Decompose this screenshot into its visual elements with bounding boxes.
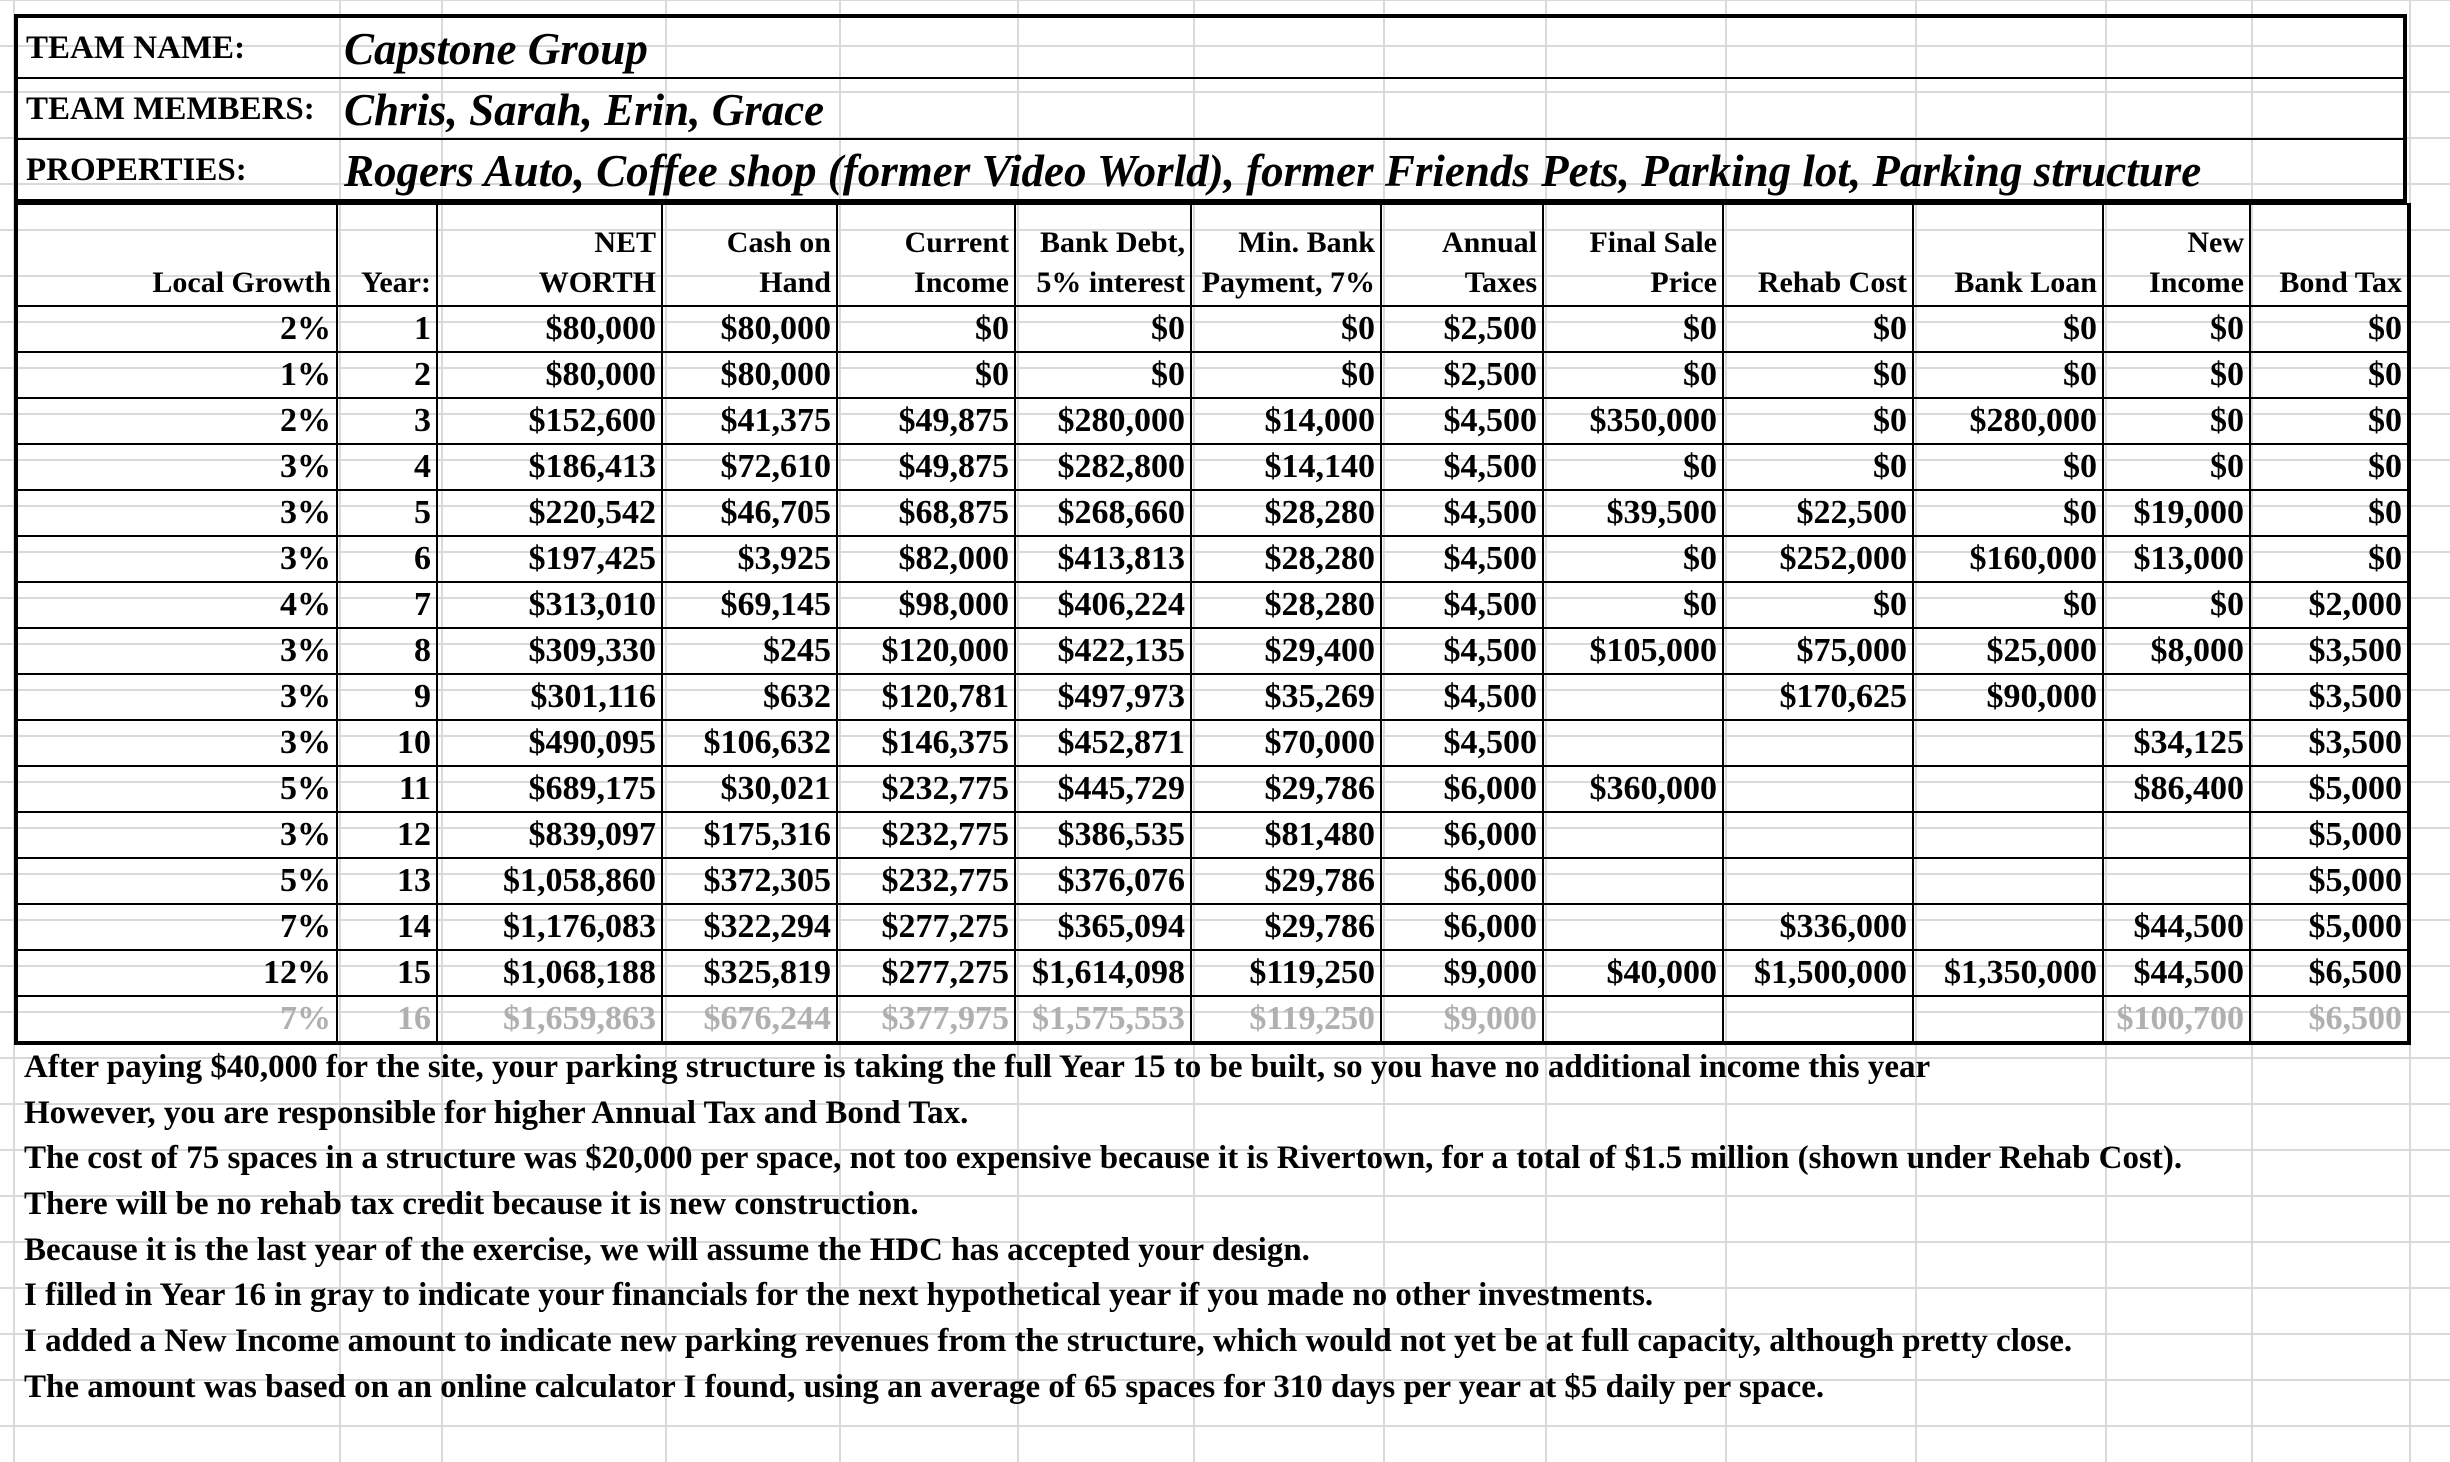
table-cell[interactable]: $386,535 xyxy=(1015,812,1191,858)
table-cell[interactable] xyxy=(1913,766,2103,812)
note-line[interactable]: I filled in Year 16 in gray to indicate your financials for the next hypothetical year if you made no other investments. xyxy=(24,1277,1654,1314)
table-cell[interactable]: $0 xyxy=(2250,444,2409,490)
table-cell[interactable]: $0 xyxy=(1543,582,1723,628)
table-cell[interactable]: $44,500 xyxy=(2103,950,2250,996)
table-cell[interactable]: 3% xyxy=(16,628,337,674)
table-cell[interactable]: 11 xyxy=(337,766,437,812)
table-cell[interactable]: $14,140 xyxy=(1191,444,1381,490)
table-cell[interactable] xyxy=(2103,812,2250,858)
column-header[interactable] xyxy=(2103,204,2250,306)
table-cell[interactable]: $68,875 xyxy=(837,490,1015,536)
table-cell[interactable]: $2,000 xyxy=(2250,582,2409,628)
table-cell[interactable]: $0 xyxy=(1913,352,2103,398)
table-cell[interactable]: $46,705 xyxy=(662,490,837,536)
table-cell[interactable]: $0 xyxy=(2103,398,2250,444)
table-cell[interactable]: $0 xyxy=(1723,306,1913,352)
table-cell[interactable] xyxy=(1723,996,1913,1043)
table-cell[interactable]: $0 xyxy=(1191,306,1381,352)
table-cell[interactable]: $4,500 xyxy=(1381,490,1543,536)
table-cell[interactable] xyxy=(1913,858,2103,904)
table-cell[interactable]: $445,729 xyxy=(1015,766,1191,812)
table-cell[interactable]: $5,000 xyxy=(2250,766,2409,812)
table-cell[interactable]: $29,786 xyxy=(1191,904,1381,950)
table-cell[interactable]: $9,000 xyxy=(1381,996,1543,1043)
table-row xyxy=(16,536,2409,582)
table-cell[interactable]: $100,700 xyxy=(2103,996,2250,1043)
table-cell[interactable]: $3,500 xyxy=(2250,628,2409,674)
table-cell[interactable] xyxy=(1913,812,2103,858)
table-cell[interactable]: 3% xyxy=(16,720,337,766)
table-cell[interactable]: $377,975 xyxy=(837,996,1015,1043)
table-cell[interactable]: $22,500 xyxy=(1723,490,1913,536)
table-cell[interactable]: $309,330 xyxy=(437,628,662,674)
table-cell[interactable]: $839,097 xyxy=(437,812,662,858)
table-cell[interactable]: $232,775 xyxy=(837,812,1015,858)
column-header-line: Income xyxy=(914,266,1009,299)
table-cell[interactable]: $0 xyxy=(1723,352,1913,398)
table-cell[interactable]: $497,973 xyxy=(1015,674,1191,720)
column-header-line: Rehab Cost xyxy=(1757,266,1907,299)
table-cell[interactable]: $0 xyxy=(2103,306,2250,352)
table-cell[interactable]: $4,500 xyxy=(1381,720,1543,766)
table-cell[interactable]: $4,500 xyxy=(1381,628,1543,674)
table-cell[interactable]: 7 xyxy=(337,582,437,628)
table-cell[interactable]: $406,224 xyxy=(1015,582,1191,628)
table-cell[interactable]: $105,000 xyxy=(1543,628,1723,674)
table-cell[interactable]: $277,275 xyxy=(837,950,1015,996)
column-header[interactable] xyxy=(1015,204,1191,306)
column-header-line: Taxes xyxy=(1464,266,1537,299)
column-header-line: Price xyxy=(1650,266,1717,299)
table-cell[interactable]: $0 xyxy=(2103,444,2250,490)
table-cell[interactable]: 14 xyxy=(337,904,437,950)
table-cell[interactable]: $29,400 xyxy=(1191,628,1381,674)
table-row xyxy=(16,996,2409,1043)
table-cell[interactable]: $1,500,000 xyxy=(1723,950,1913,996)
column-header[interactable] xyxy=(437,204,662,306)
table-cell[interactable] xyxy=(1723,720,1913,766)
table-cell[interactable]: $0 xyxy=(1723,398,1913,444)
table-cell[interactable]: 4% xyxy=(16,582,337,628)
table-cell[interactable]: $28,280 xyxy=(1191,582,1381,628)
team-members-row xyxy=(14,79,2407,140)
table-cell[interactable]: $44,500 xyxy=(2103,904,2250,950)
table-cell[interactable]: $1,058,860 xyxy=(437,858,662,904)
table-cell[interactable] xyxy=(1543,720,1723,766)
table-cell[interactable]: 5% xyxy=(16,766,337,812)
table-cell[interactable]: $280,000 xyxy=(1913,398,2103,444)
table-cell[interactable]: $6,000 xyxy=(1381,766,1543,812)
table-row xyxy=(16,904,2409,950)
table-cell[interactable]: $98,000 xyxy=(837,582,1015,628)
column-header[interactable] xyxy=(337,204,437,306)
table-cell[interactable]: 4 xyxy=(337,444,437,490)
table-cell[interactable]: 3% xyxy=(16,490,337,536)
table-cell[interactable]: 2% xyxy=(16,398,337,444)
table-cell[interactable]: $28,280 xyxy=(1191,490,1381,536)
table-cell[interactable]: $1,176,083 xyxy=(437,904,662,950)
table-cell[interactable]: 3% xyxy=(16,536,337,582)
table-cell[interactable]: $1,575,553 xyxy=(1015,996,1191,1043)
table-cell[interactable]: $13,000 xyxy=(2103,536,2250,582)
table-row xyxy=(16,858,2409,904)
table-cell[interactable]: $632 xyxy=(662,674,837,720)
table-cell[interactable]: $282,800 xyxy=(1015,444,1191,490)
table-cell[interactable]: $29,786 xyxy=(1191,766,1381,812)
table-cell[interactable]: $34,125 xyxy=(2103,720,2250,766)
team-name-value[interactable]: Capstone Group xyxy=(344,24,648,74)
table-cell[interactable]: $0 xyxy=(2250,306,2409,352)
column-header-line: Income xyxy=(2149,266,2244,299)
table-cell[interactable] xyxy=(1913,996,2103,1043)
table-row xyxy=(16,674,2409,720)
table-cell[interactable] xyxy=(1543,904,1723,950)
table-cell[interactable]: $232,775 xyxy=(837,766,1015,812)
table-row xyxy=(16,582,2409,628)
table-cell[interactable]: $0 xyxy=(2103,352,2250,398)
table-cell[interactable]: $452,871 xyxy=(1015,720,1191,766)
table-cell[interactable]: $120,000 xyxy=(837,628,1015,674)
table-cell[interactable]: $120,781 xyxy=(837,674,1015,720)
column-header-line: New xyxy=(2187,226,2244,259)
column-header-line: Annual xyxy=(1441,226,1537,259)
table-cell[interactable]: $106,632 xyxy=(662,720,837,766)
table-cell[interactable]: $1,068,188 xyxy=(437,950,662,996)
header-row xyxy=(16,204,2409,306)
table-cell[interactable]: $19,000 xyxy=(2103,490,2250,536)
team-members-value[interactable]: Chris, Sarah, Erin, Grace xyxy=(344,85,825,135)
table-cell[interactable]: 5 xyxy=(337,490,437,536)
table-cell[interactable] xyxy=(1913,904,2103,950)
table-cell[interactable]: $422,135 xyxy=(1015,628,1191,674)
column-header-line xyxy=(343,223,431,263)
table-cell[interactable]: $413,813 xyxy=(1015,536,1191,582)
column-header[interactable] xyxy=(2250,204,2409,306)
table-cell[interactable] xyxy=(2103,858,2250,904)
table-cell[interactable]: $2,500 xyxy=(1381,352,1543,398)
table-cell[interactable]: $350,000 xyxy=(1543,398,1723,444)
table-cell[interactable]: $0 xyxy=(1913,582,2103,628)
column-header-line: 5% interest xyxy=(1036,266,1185,299)
table-cell[interactable]: $325,819 xyxy=(662,950,837,996)
properties-row xyxy=(14,140,2407,203)
table-cell[interactable]: $376,076 xyxy=(1015,858,1191,904)
table-cell[interactable]: $4,500 xyxy=(1381,582,1543,628)
table-cell[interactable]: $4,500 xyxy=(1381,674,1543,720)
table-cell[interactable]: $1,350,000 xyxy=(1913,950,2103,996)
column-header-line: Cash on xyxy=(726,226,831,259)
note-line[interactable]: Because it is the last year of the exercise, we will assume the HDC has accepted your design. xyxy=(24,1231,1310,1268)
table-cell[interactable]: $0 xyxy=(1015,306,1191,352)
table-cell[interactable]: $4,500 xyxy=(1381,398,1543,444)
column-header-line: Bank Debt, xyxy=(1039,226,1185,259)
column-header-line xyxy=(23,223,331,263)
column-header-line: NET xyxy=(594,226,656,259)
worksheet xyxy=(14,14,2407,1045)
note-line[interactable]: I added a New Income amount to indicate new parking revenues from the structure, which would not yet be at full capacity, although pretty close. xyxy=(24,1323,2073,1360)
table-cell[interactable]: $490,095 xyxy=(437,720,662,766)
table-cell[interactable]: $676,244 xyxy=(662,996,837,1043)
column-header[interactable] xyxy=(837,204,1015,306)
table-cell[interactable]: 12% xyxy=(16,950,337,996)
table-cell[interactable]: $252,000 xyxy=(1723,536,1913,582)
table-cell[interactable]: $689,175 xyxy=(437,766,662,812)
column-header-line: WORTH xyxy=(538,266,656,299)
table-cell[interactable]: 6 xyxy=(337,536,437,582)
table-cell[interactable]: $2,500 xyxy=(1381,306,1543,352)
table-cell[interactable]: 10 xyxy=(337,720,437,766)
table-cell[interactable]: $146,375 xyxy=(837,720,1015,766)
table-cell[interactable]: $1,659,863 xyxy=(437,996,662,1043)
table-cell[interactable]: $119,250 xyxy=(1191,950,1381,996)
table-cell[interactable]: $6,000 xyxy=(1381,858,1543,904)
column-header-line: Current xyxy=(904,226,1009,259)
table-row xyxy=(16,352,2409,398)
table-cell[interactable] xyxy=(1543,674,1723,720)
table-cell[interactable]: $80,000 xyxy=(662,306,837,352)
table-cell[interactable]: 5% xyxy=(16,858,337,904)
table-cell[interactable]: $336,000 xyxy=(1723,904,1913,950)
table-cell[interactable]: $0 xyxy=(2250,490,2409,536)
note-line[interactable]: After paying $40,000 for the site, your parking structure is taking the full Year 15 to be built, so you have no additional income this year xyxy=(24,1049,1931,1085)
column-header-line: Local Growth xyxy=(152,266,331,299)
table-cell[interactable] xyxy=(1723,812,1913,858)
table-cell[interactable]: $0 xyxy=(1723,444,1913,490)
table-cell[interactable] xyxy=(1723,766,1913,812)
table-cell[interactable]: $3,500 xyxy=(2250,674,2409,720)
table-cell[interactable]: $186,413 xyxy=(437,444,662,490)
table-cell[interactable]: $6,000 xyxy=(1381,904,1543,950)
table-cell[interactable]: $268,660 xyxy=(1015,490,1191,536)
table-cell[interactable]: $280,000 xyxy=(1015,398,1191,444)
table-cell[interactable]: $0 xyxy=(1913,306,2103,352)
table-cell[interactable]: $160,000 xyxy=(1913,536,2103,582)
table-row xyxy=(16,490,2409,536)
table-cell[interactable]: $69,145 xyxy=(662,582,837,628)
table-cell[interactable]: $220,542 xyxy=(437,490,662,536)
table-cell[interactable]: $5,000 xyxy=(2250,858,2409,904)
table-cell[interactable]: 16 xyxy=(337,996,437,1043)
table-cell[interactable]: $5,000 xyxy=(2250,904,2409,950)
table-cell[interactable]: $6,500 xyxy=(2250,950,2409,996)
table-cell[interactable]: $0 xyxy=(2250,536,2409,582)
table-row xyxy=(16,812,2409,858)
notes-section xyxy=(14,1045,2434,1411)
table-cell[interactable]: $372,305 xyxy=(662,858,837,904)
table-cell[interactable] xyxy=(1723,858,1913,904)
financial-table xyxy=(14,203,2411,1045)
column-header-line: Year: xyxy=(361,266,431,299)
table-cell[interactable]: $8,000 xyxy=(2103,628,2250,674)
column-header-line: Min. Bank xyxy=(1238,226,1375,259)
column-header[interactable] xyxy=(662,204,837,306)
table-cell[interactable]: $0 xyxy=(1543,536,1723,582)
note-line[interactable]: There will be no rehab tax credit because it is new construction. xyxy=(24,1186,919,1223)
table-cell[interactable]: $0 xyxy=(837,352,1015,398)
table-cell[interactable]: 3% xyxy=(16,812,337,858)
table-cell[interactable]: $90,000 xyxy=(1913,674,2103,720)
column-header-line xyxy=(1919,223,2097,263)
table-cell[interactable]: 13 xyxy=(337,858,437,904)
table-cell[interactable]: $360,000 xyxy=(1543,766,1723,812)
table-cell[interactable]: $80,000 xyxy=(662,352,837,398)
table-cell[interactable]: 9 xyxy=(337,674,437,720)
table-cell[interactable]: 3% xyxy=(16,674,337,720)
table-cell[interactable]: $80,000 xyxy=(437,352,662,398)
table-cell[interactable]: $4,500 xyxy=(1381,444,1543,490)
table-cell[interactable] xyxy=(2103,674,2250,720)
column-header-line xyxy=(2256,223,2402,263)
table-cell[interactable]: 15 xyxy=(337,950,437,996)
properties-value[interactable]: Rogers Auto, Coffee shop (former Video World), former Friends Pets, Parking lot, Parking structure xyxy=(344,146,2202,196)
table-cell[interactable]: $6,500 xyxy=(2250,996,2409,1043)
table-cell[interactable]: $0 xyxy=(2250,398,2409,444)
table-cell[interactable]: $39,500 xyxy=(1543,490,1723,536)
table-cell[interactable]: $80,000 xyxy=(437,306,662,352)
table-cell[interactable]: $119,250 xyxy=(1191,996,1381,1043)
table-cell[interactable]: 7% xyxy=(16,904,337,950)
table-cell[interactable]: $232,775 xyxy=(837,858,1015,904)
table-cell[interactable]: $0 xyxy=(2103,582,2250,628)
table-cell[interactable]: 1 xyxy=(337,306,437,352)
column-header-line: Payment, 7% xyxy=(1201,266,1375,299)
note-line[interactable]: The amount was based on an online calculator I found, using an average of 65 spaces for 310 days per year at $5 daily per space. xyxy=(24,1368,1825,1405)
table-cell[interactable]: $0 xyxy=(1015,352,1191,398)
table-cell[interactable]: $41,375 xyxy=(662,398,837,444)
table-cell[interactable]: $301,116 xyxy=(437,674,662,720)
column-header-line xyxy=(1729,223,1907,263)
column-header[interactable] xyxy=(16,204,337,306)
table-cell[interactable]: $175,316 xyxy=(662,812,837,858)
table-cell[interactable]: $6,000 xyxy=(1381,812,1543,858)
table-cell[interactable]: 2 xyxy=(337,352,437,398)
table-cell[interactable]: $49,875 xyxy=(837,398,1015,444)
column-header[interactable] xyxy=(1913,204,2103,306)
table-cell[interactable]: $29,786 xyxy=(1191,858,1381,904)
table-cell[interactable]: $35,269 xyxy=(1191,674,1381,720)
table-row xyxy=(16,950,2409,996)
table-row xyxy=(16,398,2409,444)
table-cell[interactable]: $81,480 xyxy=(1191,812,1381,858)
table-cell[interactable] xyxy=(1543,858,1723,904)
table-cell[interactable]: $3,500 xyxy=(2250,720,2409,766)
table-cell[interactable]: $5,000 xyxy=(2250,812,2409,858)
table-cell[interactable]: 3% xyxy=(16,444,337,490)
column-header-line: Final Sale xyxy=(1589,226,1717,259)
table-cell[interactable]: $9,000 xyxy=(1381,950,1543,996)
table-cell[interactable] xyxy=(1913,720,2103,766)
note-line[interactable]: The cost of 75 spaces in a structure was $20,000 per space, not too expensive because it is Rivertown, for a total of $1.5 million (shown under Rehab Cost). xyxy=(24,1140,2183,1177)
table-cell[interactable]: $0 xyxy=(1913,444,2103,490)
column-header[interactable] xyxy=(1381,204,1543,306)
table-cell[interactable]: $28,280 xyxy=(1191,536,1381,582)
table-cell[interactable]: $75,000 xyxy=(1723,628,1913,674)
table-cell[interactable] xyxy=(1543,996,1723,1043)
column-header-line: Bond Tax xyxy=(2279,266,2402,299)
table-cell[interactable]: $0 xyxy=(1543,306,1723,352)
table-cell[interactable]: $152,600 xyxy=(437,398,662,444)
table-cell[interactable]: $245 xyxy=(662,628,837,674)
table-cell[interactable]: $14,000 xyxy=(1191,398,1381,444)
table-cell[interactable]: $277,275 xyxy=(837,904,1015,950)
column-header-line: Hand xyxy=(759,266,831,299)
table-cell[interactable]: $0 xyxy=(1543,352,1723,398)
team-name-label: TEAM NAME: xyxy=(26,30,246,66)
table-row xyxy=(16,444,2409,490)
table-cell[interactable] xyxy=(1543,812,1723,858)
table-cell[interactable]: $197,425 xyxy=(437,536,662,582)
table-cell[interactable]: $40,000 xyxy=(1543,950,1723,996)
table-row xyxy=(16,628,2409,674)
table-cell[interactable]: $86,400 xyxy=(2103,766,2250,812)
table-cell[interactable]: $365,094 xyxy=(1015,904,1191,950)
table-cell[interactable]: 2% xyxy=(16,306,337,352)
table-cell[interactable]: $322,294 xyxy=(662,904,837,950)
table-cell[interactable]: $70,000 xyxy=(1191,720,1381,766)
table-cell[interactable]: $3,925 xyxy=(662,536,837,582)
table-cell[interactable]: 1% xyxy=(16,352,337,398)
table-cell[interactable]: $170,625 xyxy=(1723,674,1913,720)
table-cell[interactable]: $49,875 xyxy=(837,444,1015,490)
table-cell[interactable]: $82,000 xyxy=(837,536,1015,582)
table-cell[interactable]: 8 xyxy=(337,628,437,674)
column-header[interactable] xyxy=(1191,204,1381,306)
table-cell[interactable]: 3 xyxy=(337,398,437,444)
table-row xyxy=(16,306,2409,352)
table-cell[interactable]: $0 xyxy=(1543,444,1723,490)
column-header-line: Bank Loan xyxy=(1954,266,2097,299)
note-line[interactable]: However, you are responsible for higher Annual Tax and Bond Tax. xyxy=(24,1094,969,1131)
team-name-row xyxy=(14,14,2407,79)
table-cell[interactable]: $0 xyxy=(2250,352,2409,398)
table-cell[interactable]: 7% xyxy=(16,996,337,1043)
table-row xyxy=(16,720,2409,766)
table-cell[interactable]: $30,021 xyxy=(662,766,837,812)
team-members-label: TEAM MEMBERS: xyxy=(26,91,315,127)
table-cell[interactable]: $313,010 xyxy=(437,582,662,628)
table-cell[interactable]: 12 xyxy=(337,812,437,858)
table-cell[interactable]: $1,614,098 xyxy=(1015,950,1191,996)
table-cell[interactable]: $0 xyxy=(1191,352,1381,398)
table-cell[interactable]: $0 xyxy=(1913,490,2103,536)
column-header[interactable] xyxy=(1543,204,1723,306)
table-cell[interactable]: $0 xyxy=(837,306,1015,352)
table-cell[interactable]: $25,000 xyxy=(1913,628,2103,674)
properties-label: PROPERTIES: xyxy=(26,152,247,188)
table-row xyxy=(16,766,2409,812)
column-header[interactable] xyxy=(1723,204,1913,306)
table-cell[interactable]: $72,610 xyxy=(662,444,837,490)
table-cell[interactable]: $4,500 xyxy=(1381,536,1543,582)
table-cell[interactable]: $0 xyxy=(1723,582,1913,628)
